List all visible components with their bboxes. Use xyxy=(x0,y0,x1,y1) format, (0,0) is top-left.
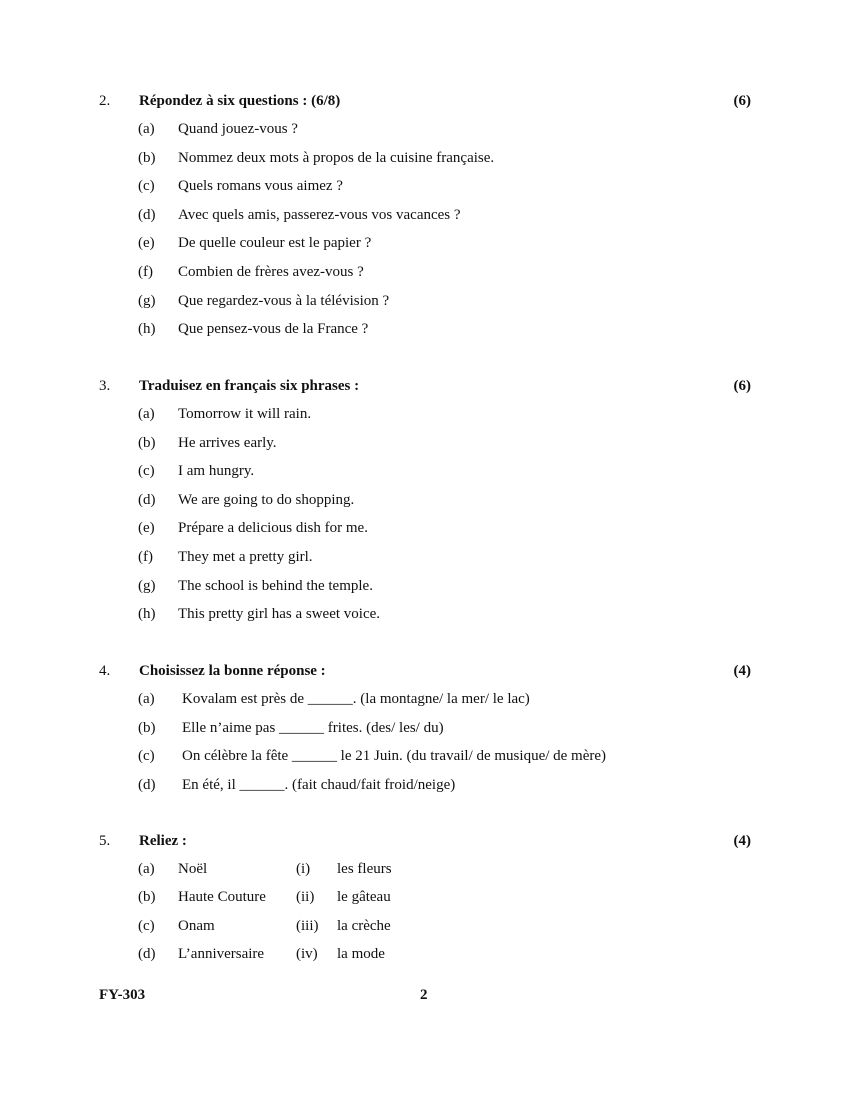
item-label: (a) xyxy=(138,691,155,707)
list-item xyxy=(99,403,751,432)
item-label: (b) xyxy=(138,149,156,166)
question-2 xyxy=(99,90,751,347)
item-text: Elle n’aime pas ______ frites. (des/ les/ du) xyxy=(182,719,444,736)
match-left-text: Noël xyxy=(178,861,208,877)
item-label: (f) xyxy=(138,548,153,565)
item-text: Que pensez-vous de la France ? xyxy=(178,321,369,338)
list-item xyxy=(99,261,751,290)
question-marks: (4) xyxy=(733,663,751,679)
question-number: 4. xyxy=(99,663,111,679)
match-right-text: la mode xyxy=(337,946,385,963)
match-left-text: Haute Couture xyxy=(178,889,266,906)
item-text: Combien de frères avez-vous ? xyxy=(178,263,364,280)
question-marks: (6) xyxy=(733,93,751,109)
list-item xyxy=(99,688,751,717)
question-3 xyxy=(99,375,751,632)
match-row xyxy=(99,943,751,971)
item-text: Kovalam est près de ______. (la montagne/ la mer/ le lac) xyxy=(182,691,530,707)
list-item xyxy=(99,717,751,746)
item-text: Tomorrow it will rain. xyxy=(178,406,312,422)
item-label: (g) xyxy=(138,292,156,309)
match-left-text: L’anniversaire xyxy=(178,946,265,963)
question-marks: (6) xyxy=(733,378,751,394)
match-right-label: (iii) xyxy=(296,917,319,934)
item-text: Quels romans vous aimez ? xyxy=(178,178,343,195)
list-item xyxy=(99,432,751,461)
match-right-label: (iv) xyxy=(296,946,318,963)
question-title: Traduisez en français six phrases : xyxy=(139,378,360,394)
item-label: (a) xyxy=(138,861,155,877)
item-text: This pretty girl has a sweet voice. xyxy=(178,606,381,623)
match-row xyxy=(99,858,751,886)
item-text: He arrives early. xyxy=(178,434,277,451)
match-right-label: (ii) xyxy=(296,889,315,906)
list-item xyxy=(99,774,751,803)
match-right-text: les fleurs xyxy=(337,861,392,877)
item-label: (a) xyxy=(138,121,155,137)
list-item xyxy=(99,318,751,347)
list-item xyxy=(99,489,751,518)
match-right-text: la crèche xyxy=(337,917,391,934)
item-label: (b) xyxy=(138,889,156,906)
item-text: Avec quels amis, passerez-vous vos vacances ? xyxy=(178,206,461,223)
item-text: De quelle couleur est le papier ? xyxy=(178,235,372,252)
match-left-text: Onam xyxy=(178,917,215,934)
match-row xyxy=(99,915,751,943)
list-item xyxy=(99,603,751,632)
question-number: 2. xyxy=(99,93,111,109)
list-item xyxy=(99,175,751,204)
question-4 xyxy=(99,660,751,802)
list-item xyxy=(99,517,751,546)
question-header xyxy=(99,830,751,852)
item-text: Prépare a delicious dish for me. xyxy=(178,520,368,537)
question-header xyxy=(99,375,751,397)
item-text: We are going to do shopping. xyxy=(178,491,355,508)
question-number: 5. xyxy=(99,833,111,849)
item-label: (e) xyxy=(138,235,155,252)
question-title: Répondez à six questions : (6/8) xyxy=(139,93,341,109)
item-label: (f) xyxy=(138,263,153,280)
item-text: The school is behind the temple. xyxy=(178,577,373,594)
item-text: En été, il ______. (fait chaud/fait froid/neige) xyxy=(182,776,456,793)
list-item xyxy=(99,147,751,176)
list-item xyxy=(99,232,751,261)
item-label: (h) xyxy=(138,321,156,338)
list-item xyxy=(99,460,751,489)
page-number: 2 xyxy=(420,987,428,1003)
list-item xyxy=(99,745,751,774)
item-label: (c) xyxy=(138,748,155,765)
item-label: (c) xyxy=(138,917,155,934)
item-text: Que regardez-vous à la télévision ? xyxy=(178,292,390,309)
list-item xyxy=(99,204,751,233)
item-text: On célèbre la fête ______ le 21 Juin. (du travail/ de musique/ de mère) xyxy=(182,748,607,765)
item-label: (c) xyxy=(138,178,155,195)
item-label: (h) xyxy=(138,606,156,623)
item-label: (b) xyxy=(138,434,156,451)
item-text: Quand jouez-vous ? xyxy=(178,121,298,137)
list-item xyxy=(99,575,751,604)
item-text: I am hungry. xyxy=(178,463,255,480)
match-right-label: (i) xyxy=(296,861,311,877)
match-right-text: le gâteau xyxy=(337,889,391,906)
item-label: (c) xyxy=(138,463,155,480)
question-5 xyxy=(99,830,751,972)
question-header xyxy=(99,90,751,112)
question-title: Choisissez la bonne réponse : xyxy=(139,663,326,679)
item-label: (b) xyxy=(138,719,156,736)
item-text: Nommez deux mots à propos de la cuisine française. xyxy=(178,149,495,166)
item-label: (d) xyxy=(138,206,156,223)
item-label: (a) xyxy=(138,406,155,422)
list-item xyxy=(99,290,751,319)
item-label: (d) xyxy=(138,491,156,508)
match-row xyxy=(99,886,751,914)
item-label: (d) xyxy=(138,946,156,963)
paper-code: FY-303 xyxy=(99,987,146,1003)
item-label: (g) xyxy=(138,577,156,594)
list-item xyxy=(99,118,751,147)
item-text: They met a pretty girl. xyxy=(178,548,313,565)
item-label: (d) xyxy=(138,776,156,793)
item-label: (e) xyxy=(138,520,155,537)
question-header xyxy=(99,660,751,682)
list-item xyxy=(99,546,751,575)
question-marks: (4) xyxy=(733,833,751,849)
question-title: Reliez : xyxy=(139,833,187,849)
question-number: 3. xyxy=(99,378,111,394)
